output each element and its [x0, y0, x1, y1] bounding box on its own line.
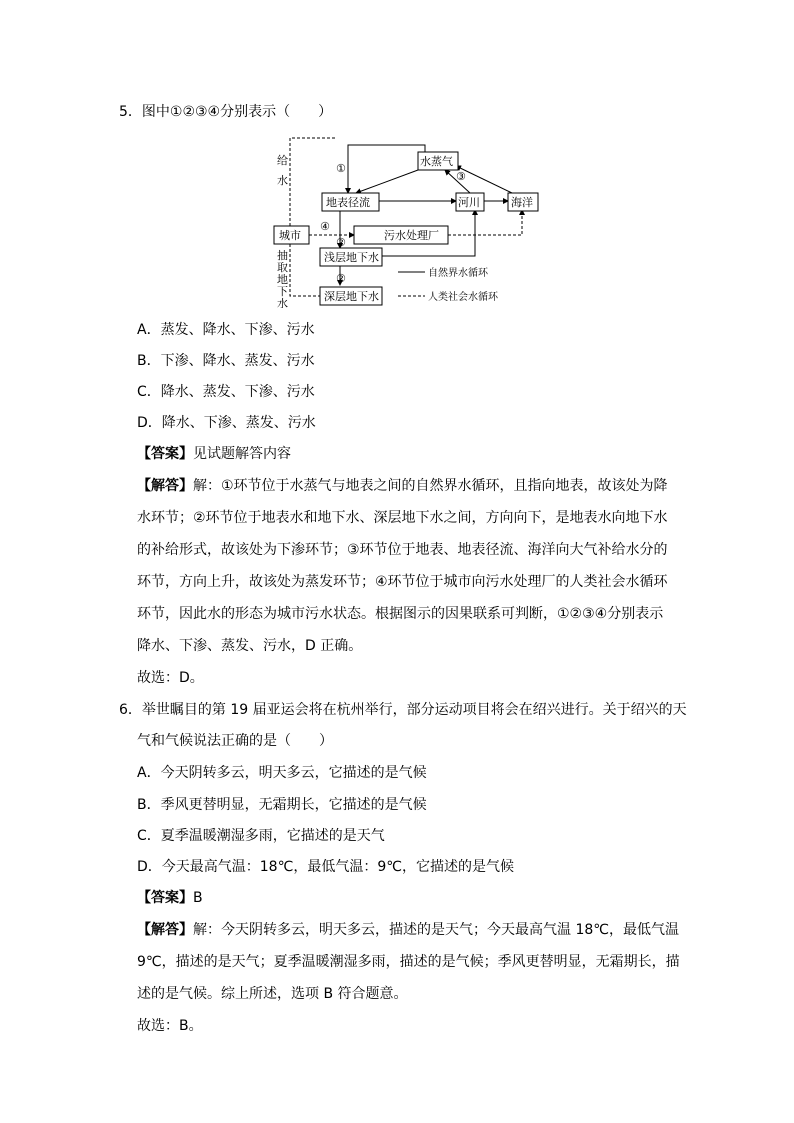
q6-answer-text: B: [193, 890, 203, 906]
q5-option-b: B．下渗、降水、蒸发、污水: [137, 353, 315, 369]
q5-analysis-line-1: [137, 476, 668, 496]
q6-option-b: B．季风更替明显，无霜期长，它描述的是气候: [137, 797, 427, 813]
q5-option-a: A．蒸发、降水、下渗、污水: [137, 322, 315, 338]
legend-natural-label: 自然界水循环: [428, 268, 488, 279]
question-5-stem: 5．图中①②③④分别表示（ ）: [119, 104, 333, 120]
q6-analysis-line-1: [137, 920, 679, 940]
q5-option-d: D．降水、下渗、蒸发、污水: [137, 415, 316, 431]
q6-analysis-line-3: 述的是气候。综上所述，选项 B 符合题意。: [137, 986, 408, 1002]
label-surface-runoff: 地表径流: [326, 196, 370, 209]
label-sewage-plant: 污水处理厂: [384, 229, 439, 242]
label-mark-2b: ②: [336, 272, 346, 285]
water-cycle-diagram: [270, 128, 550, 308]
label-water-vapor: 水蒸气: [420, 155, 453, 168]
label-pump-2: 取: [277, 261, 288, 274]
supply-water-line: [290, 138, 335, 226]
label-mark-1: ①: [336, 162, 346, 175]
label-city: 城市: [279, 229, 301, 242]
q6-option-d: D．今天最高气温：18℃，最低气温：9℃，它描述的是气候: [137, 859, 514, 875]
label-pump-1: 抽: [277, 249, 288, 262]
q6-analysis-text-1: 解：今天阴转多云，明天多云，描述的是天气；今天最高气温 18℃，最低气温: [193, 922, 679, 938]
label-river: 河川: [458, 196, 480, 209]
q6-analysis-line-2: 9℃，描述的是天气；夏季温暖潮湿多雨，描述的是气候；季风更替明显，无霜期长，描: [137, 954, 680, 970]
q5-analysis-line-2: 水环节；②环节位于地表水和地下水、深层地下水之间，方向向下，是地表水向地下水: [137, 510, 668, 526]
q5-analysis-line-3: 的补给形式，故该处为下渗环节；③环节位于地表、地表径流、海洋向大气补给水分的: [137, 542, 668, 558]
label-pump-5: 水: [277, 297, 288, 308]
q5-option-c: C．降水、蒸发、下渗、污水: [137, 384, 315, 400]
q6-choice: 故选：B。: [137, 1018, 203, 1034]
vapor-to-runoff: [356, 170, 418, 193]
question-6-stem-line-2: 气和气候说法正确的是（ ）: [137, 733, 333, 749]
precip-arrow-1: [348, 145, 425, 193]
q5-analysis-line-6: 降水、下渗、蒸发、污水，D 正确。: [137, 638, 363, 654]
label-deep-groundwater: 深层地下水: [324, 290, 379, 303]
q5-choice: 故选：D。: [137, 670, 204, 686]
label-mark-4: ④: [320, 220, 330, 233]
q6-option-c: C．夏季温暖潮湿多雨，它描述的是天气: [137, 828, 385, 844]
label-shallow-groundwater: 浅层地下水: [324, 251, 379, 264]
label-ocean: 海洋: [511, 196, 533, 209]
q5-answer: [137, 444, 291, 464]
label-mark-2a: ②: [336, 236, 346, 249]
question-6-stem-line-1: 6．举世瞩目的第 19 届亚运会将在杭州举行，部分运动项目将会在绍兴进行。关于绍兴的天: [119, 702, 687, 718]
label-give-2: 水: [277, 174, 288, 187]
label-pump-4: 下: [277, 285, 288, 298]
q6-answer: [137, 888, 203, 908]
label-pump-3: 地: [277, 273, 288, 286]
q5-answer-text: 见试题解答内容: [193, 446, 291, 462]
q6-answer-label: 【答案】: [137, 890, 193, 906]
pump-groundwater-line: [290, 244, 320, 296]
q5-analysis-text-1: 解：①环节位于水蒸气与地表之间的自然界水循环，且指向地表，故该处为降: [193, 478, 668, 494]
q5-analysis-label: 【解答】: [137, 478, 193, 494]
label-give-1: 给: [277, 154, 288, 167]
q6-option-a: A．今天阴转多云，明天多云，它描述的是气候: [137, 765, 427, 781]
legend-human-label: 人类社会水循环: [428, 292, 498, 303]
label-mark-3: ③: [456, 170, 466, 183]
sewage-to-ocean: [448, 210, 522, 235]
q5-analysis-line-4: 环节，方向上升，故该处为蒸发环节；④环节位于城市向污水处理厂的人类社会水循环: [137, 574, 668, 590]
q5-analysis-line-5: 环节，因此水的形态为城市污水状态。根据图示的因果联系可判断，①②③④分别表示: [137, 606, 664, 622]
q6-analysis-label: 【解答】: [137, 922, 193, 938]
q5-answer-label: 【答案】: [137, 446, 193, 462]
